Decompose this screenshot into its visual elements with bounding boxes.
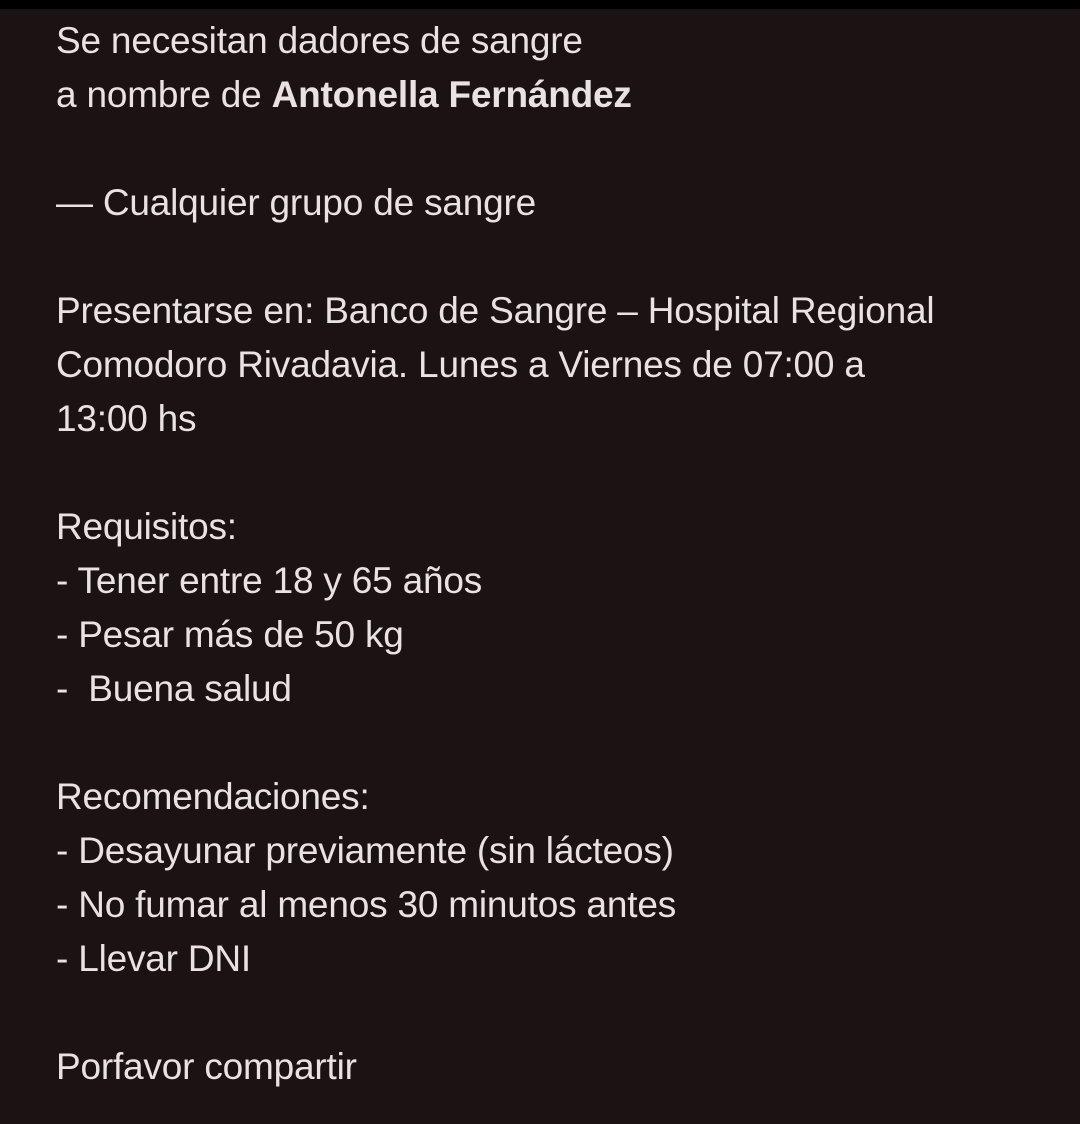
- requirement-item: - Tener entre 18 y 65 años: [56, 560, 483, 601]
- location-line-1: Presentarse en: Banco de Sangre – Hospital Regional: [56, 290, 935, 331]
- recommendation-item: - Llevar DNI: [56, 938, 251, 979]
- requirements-heading: Requisitos:: [56, 506, 237, 547]
- requirement-item: - Pesar más de 50 kg: [56, 614, 404, 655]
- top-bar: [0, 0, 1080, 9]
- recipient-name: Antonella Fernández: [271, 74, 632, 115]
- message-body: [56, 14, 1080, 1094]
- spacer: [56, 446, 1080, 500]
- title-line: Se necesitan dadores de sangre: [56, 20, 583, 61]
- spacer: [56, 716, 1080, 770]
- location-line-3: 13:00 hs: [56, 398, 197, 439]
- spacer: [56, 986, 1080, 1040]
- requirement-item: - Buena salud: [56, 668, 292, 709]
- recommendation-item: - Desayunar previamente (sin lácteos): [56, 830, 674, 871]
- recipient-prefix: a nombre de: [56, 74, 272, 115]
- location-line-2: Comodoro Rivadavia. Lunes a Viernes de 07:00 a: [56, 344, 865, 385]
- spacer: [56, 230, 1080, 284]
- recommendations-heading: Recomendaciones:: [56, 776, 370, 817]
- closing-line: Porfavor compartir: [56, 1046, 357, 1087]
- recommendation-item: - No fumar al menos 30 minutos antes: [56, 884, 677, 925]
- blood-group-line: — Cualquier grupo de sangre: [56, 182, 537, 223]
- spacer: [56, 122, 1080, 176]
- recipient-line: [56, 68, 1080, 122]
